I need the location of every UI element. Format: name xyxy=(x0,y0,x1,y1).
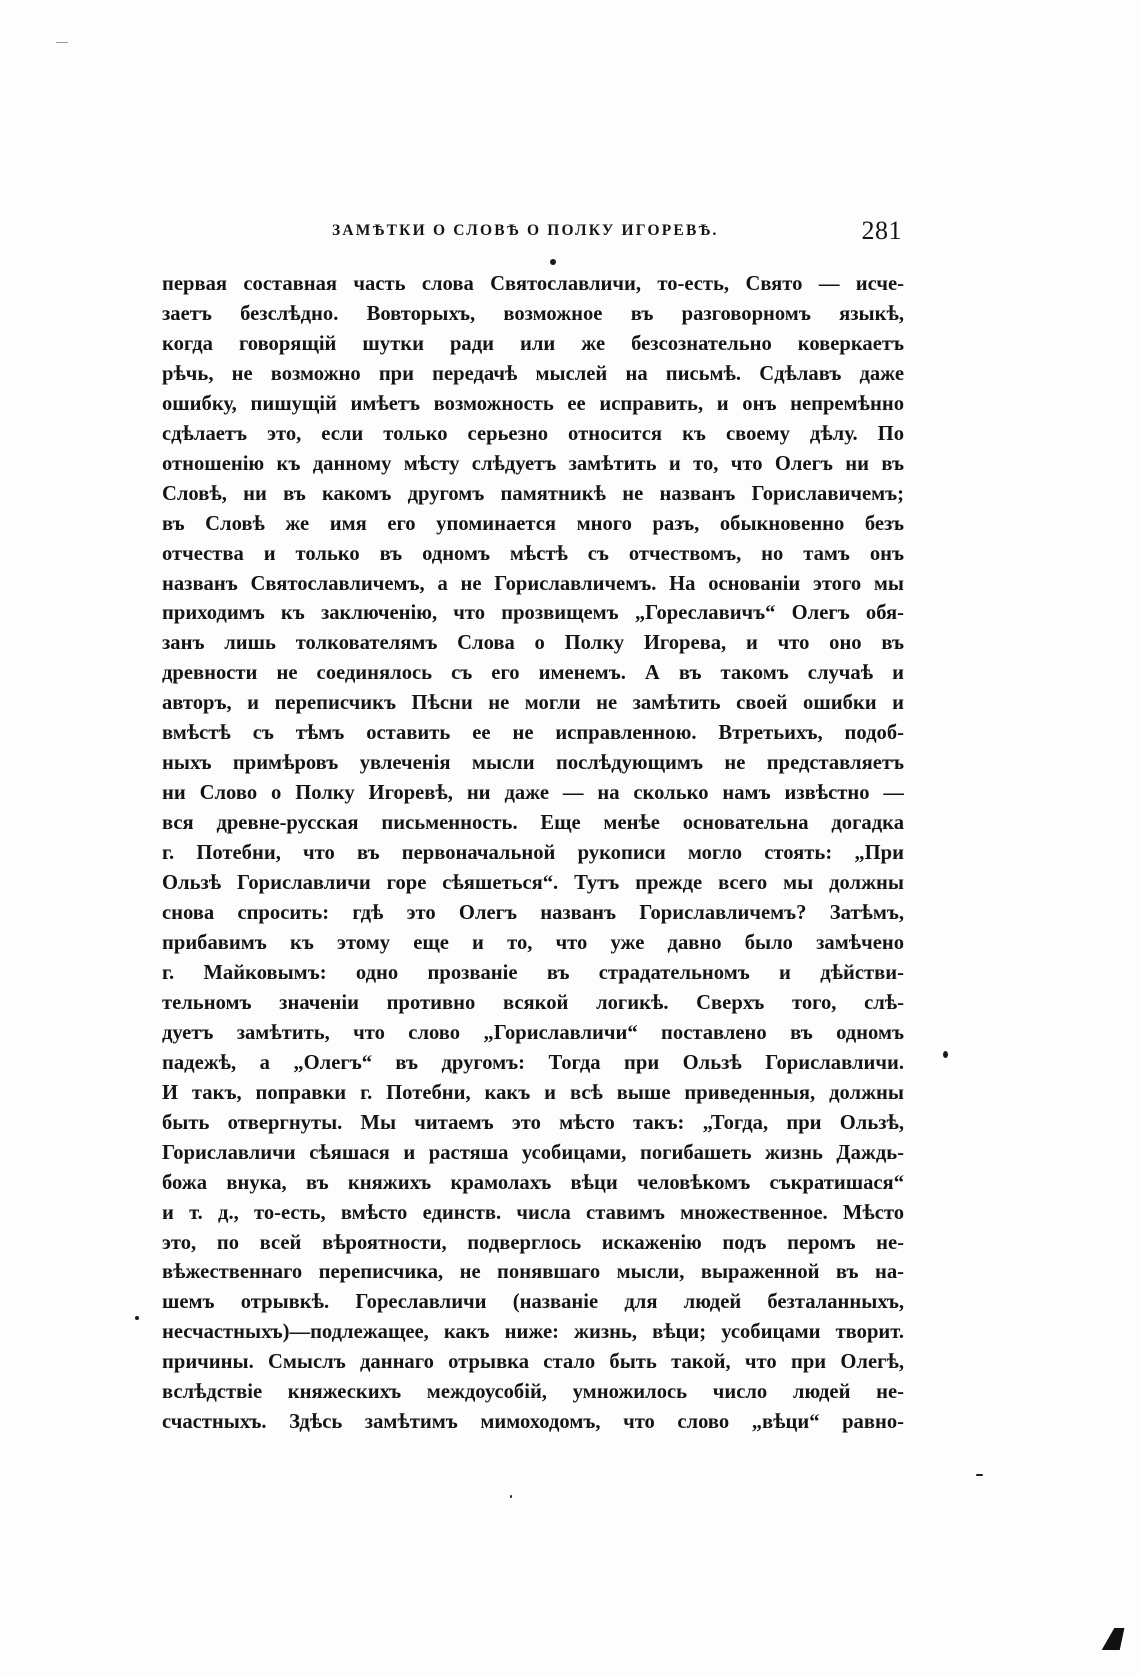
text-line: Гориславличи сѣяшася и растяша усобицами, погибашеть жизнь Даждь- xyxy=(162,1141,904,1164)
text-line: божа внука, въ княжихъ крамолахъ вѣци человѣкомъ съкратишася“ xyxy=(162,1171,904,1194)
scan-speck xyxy=(135,1316,139,1320)
text-line: первая составная часть слова Святославличи, то-есть, Свято — исче- xyxy=(162,273,904,295)
body-text xyxy=(162,270,904,1438)
text-line: ныхъ примѣровъ увлеченія мысли послѣдующимъ не представляетъ xyxy=(162,752,904,775)
text-line: названъ Святославличемъ, а не Гориславличемъ. На основаніи этого мы xyxy=(162,572,904,595)
scan-speck xyxy=(943,1051,948,1058)
text-line: приходимъ къ заключенію, что прозвищемъ „Гореславичъ“ Олегъ обя- xyxy=(162,602,904,625)
text-line: шемъ отрывкѣ. Гореславличи (названіе для людей безталанныхъ, xyxy=(162,1291,904,1314)
text-line: ни Слово о Полку Игоревѣ, ни даже — на сколько намъ извѣстно — xyxy=(162,782,904,805)
running-header xyxy=(162,218,904,248)
text-line: въ Словѣ же имя его упоминается много разъ, обыкновенно безъ xyxy=(162,512,904,535)
text-line: причины. Смыслъ даннаго отрывка стало быть такой, что при Олегѣ, xyxy=(162,1351,904,1374)
text-line: авторъ, и переписчикъ Пѣсни не могли не замѣтить своей ошибки и xyxy=(162,692,904,715)
page-number: 281 xyxy=(861,216,902,245)
text-line: вся древне-русская письменность. Еще менѣе основательна догадка xyxy=(162,812,904,835)
text-line: заетъ безслѣдно. Вовторыхъ, возможное въ разговорномъ языкѣ, xyxy=(162,302,904,325)
text-line: занъ лишь толкователямъ Слова о Полку Игорева, и что оно въ xyxy=(162,632,904,655)
scan-corner-mark xyxy=(1102,1628,1125,1650)
text-line: Словѣ, ни въ какомъ другомъ памятникѣ не названъ Гориславичемъ; xyxy=(162,482,904,505)
text-line: несчастныхъ)—подлежащее, какъ ниже: жизнь, вѣци; усобицами творит. xyxy=(162,1321,904,1344)
text-line: отчества и только въ одномъ мѣстѣ съ отчествомъ, но тамъ онъ xyxy=(162,542,904,565)
text-line: рѣчь, не возможно при передачѣ мыслей на письмѣ. Сдѣлавъ даже xyxy=(162,362,904,385)
text-line: падежѣ, а „Олегъ“ въ другомъ: Тогда при Ользѣ Гориславличи. xyxy=(162,1051,904,1074)
text-line: счастныхъ. Здѣсь замѣтимъ мимоходомъ, что слово „вѣци“ равно- xyxy=(162,1411,904,1434)
text-line: И такъ, поправки г. Потебни, какъ и всѣ выше приведенныя, должны xyxy=(162,1081,904,1104)
text-line: вѣжественнаго переписчика, не понявшаго мысли, выраженной въ на- xyxy=(162,1261,904,1284)
running-title: ЗАМѢТКИ О СЛОВѢ О ПОЛКУ ИГОРЕВѢ. xyxy=(332,222,719,239)
text-line: древности не соединялось съ его именемъ. А въ такомъ случаѣ и xyxy=(162,662,904,685)
text-line: отношенію къ данному мѣсту слѣдуетъ замѣтить и то, что Олегъ ни въ xyxy=(162,452,904,475)
text-line: дуетъ замѣтить, что слово „Гориславличи“ поставлено въ одномъ xyxy=(162,1021,904,1044)
text-line: ошибку, пишущій имѣетъ возможность ее исправить, и онъ непремѣнно xyxy=(162,392,904,415)
text-line: Ользѣ Гориславличи горе сѣяшеться“. Тутъ прежде всего мы должны xyxy=(162,872,904,895)
text-line: тельномъ значеніи противно всякой логикѣ. Сверхъ того, слѣ- xyxy=(162,991,904,1014)
text-line: вмѣстѣ съ тѣмъ оставить ее не исправленною. Втретьихъ, подоб- xyxy=(162,722,904,745)
text-line: это, по всей вѣроятности, подверглось искаженію подъ перомъ не- xyxy=(162,1231,904,1254)
text-line: когда говорящій шутки ради или же безсознательно коверкаетъ xyxy=(162,332,904,355)
text-line: прибавимъ къ этому еще и то, что уже давно было замѣчено xyxy=(162,931,904,954)
scan-edge-mark xyxy=(56,42,68,43)
text-line: сдѣлаетъ это, если только серьезно относится къ своему дѣлу. По xyxy=(162,422,904,445)
scan-speck xyxy=(550,259,556,265)
text-line: снова спросить: гдѣ это Олегъ названъ Гориславличемъ? Затѣмъ, xyxy=(162,902,904,925)
scan-speck xyxy=(510,1495,512,1498)
text-line: г. Майковымъ: одно прозваніе въ страдательномъ и дѣйстви- xyxy=(162,961,904,984)
text-line: быть отвергнуты. Мы читаемъ это мѣсто такъ: „Тогда, при Ользѣ, xyxy=(162,1111,904,1134)
text-line: г. Потебни, что въ первоначальной рукописи могло стоять: „При xyxy=(162,842,904,865)
text-line: вслѣдствіе княжескихъ междоусобій, умножилось число людей не- xyxy=(162,1381,904,1404)
text-line: и т. д., то-есть, вмѣсто единств. числа ставимъ множественное. Мѣсто xyxy=(162,1201,904,1224)
scan-speck xyxy=(976,1474,983,1476)
